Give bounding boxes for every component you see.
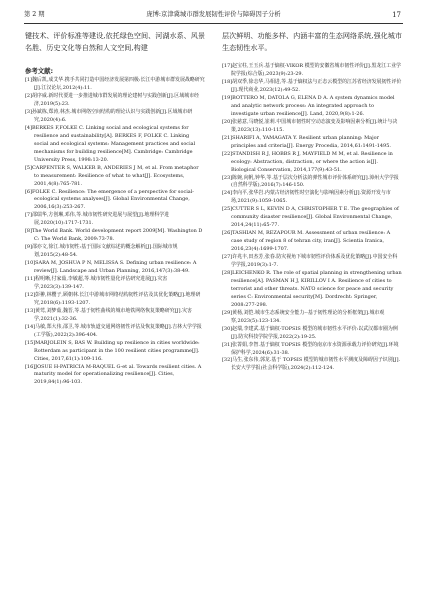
reference-entry: [20]张慈意,马晓悦,崔莉.中国城市韧性时空动态演变及影响因素分析[J].统计与决策,2023(13):110-115. — [222, 118, 398, 133]
references-heading: 参考文献: — [25, 67, 54, 76]
reference-entry: [21]SHARIFI A, YAMAGATA Y. Resilient urban planning: Major principles and criteria[J]. Energy Procedia, 2014,61:1491-1495. — [222, 134, 391, 149]
reference-entry: [8]The World Bank. World development report 2009[M]. Washington D C: The World Bank, 2009:73-78. — [25, 228, 203, 243]
reference-entry: [27]许兆丰,田杰芳,张春.防灾视角下城市韧性评价体系及优化策略[J].中国安全科学学报,2019(3):1-7. — [222, 254, 398, 269]
running-title: 庞博:京津冀城市群发展韧性评价与障碍因子分析 — [146, 11, 281, 18]
right-column — [222, 30, 402, 373]
reference-entry: [4]BERKES F,FOLKE C. Linking social and ecological systems for resilience and sustainability[A]. BERKES F, FOLKE C. Linking social and ecological systems: Management practices and social mechanisms for building resilience[M]. Cambridge: Cambridge University Press, 1998:13-20. — [25, 124, 196, 163]
reference-entry: [26]TASHIAN M, REZAPOUR M. Assessment of urban resilience: A case study of region 8 of tehran city, iran[J]. Scientia Iranica, 2016,23(4):1699-1707. — [222, 230, 391, 253]
body-paragraph: 键技术、评价标准等建设,依托绿色空间、河湖水系、风景名胜、历史文化等自然和人文空间,构建 — [25, 31, 205, 52]
reference-entry: [19]BOTTERO M, DATOLA G, ELENA D A. A system dynamics model and analytic network process: An integrated approach to investigate urban resilience[J]. Land, 2020,9(8):1-26. — [222, 95, 395, 117]
reference-entry: [7]邵瑞华,方创琳,邓伟,等.城市韧性研究进展与展望[J].地理科学进展,2020(10):1717-1731. — [25, 212, 170, 227]
reference-entry: [23]陈婉,向帆,钟华,等.基于层次分析法的弹性城市评价体系研究[J].漳州大学学报(自然科学版),2016(7):146-150. — [222, 174, 399, 189]
reference-entry: [10]SARA M, JOSHUA P N, MELISSA S. Defining urban resilience: A review[J]. Landscape and Urban Planning, 2016,147(3):38-49. — [25, 260, 197, 275]
reference-entry: [12]彭翀,林樱子,顾朝林.长江中游城市网络结构韧性评估及其优化策略[J].地理研究,2018(6):1193-1207. — [25, 291, 201, 306]
reference-entry: [5]CARPENTER S, WALKER B, ANDERIES J M, et al. From metaphor to measurement: Resilience of what to what[J]. Ecosystems, 2001,4(8):765-781. — [25, 164, 199, 187]
reference-entry: [16]JOSUE H-PATRICIA M-RAQUEL G-et al. Towards resilient cities. A maturity model for operationalizing resilience[J]. Cities, 2019,84(1):96-103. — [25, 363, 202, 386]
reference-list — [25, 77, 205, 387]
reference-entry: [18]胡双季,徐志华,马相进,等.基于熵权法与正态云模型的江苏省经济发展韧性评价[J].现代商业,2023(12):49-52. — [222, 79, 402, 94]
reference-entry: [13]黄莺,刘梦茹,魏晋,等.基于韧性曲线的城市地铁网络恢复策略研究[J].灾害学,2021(1):32-36. — [25, 307, 192, 322]
reference-entry: [14]马敏,郑大伟,邵卫,等.城市轨道交通网络韧性评估及恢复策略[J].吉林大学学报(工学版),2022(2):396-404. — [25, 323, 202, 338]
reference-entry: [15]MARJOLEIN S, BAS W. Building up resilience in cities worldwide: Rotterdam as participant in the 100 resilient cities programme[J]. Cities, 2017,61(1):109-116. — [25, 339, 200, 362]
reference-entry: [1]魏后凯,成艾华.携手共同打造中国经济发展第四极:长江中游城市群发展战略研究[J].江汉论坛,2012(4):11. — [25, 77, 205, 92]
reference-entry: [17]赵宝柱,王玉兵.基于熵权-VIKOR 模型的安徽省城市韧性评价[J].黑龙江工业学院学报(综合版),2023(9):23-29. — [222, 63, 401, 78]
reference-entry: [3]孙斌栋,郑涛,林杰.城市网络空间结构的理论认识与实践创新[J].区域城市研究,2020(4):6. — [25, 109, 193, 123]
reference-entry: [2]胡序威.新时代要进一步推进城市群发展的理论建树与实践创新[J].区域城市经济,2019(5):23. — [25, 93, 199, 108]
reference-entry: [9]邵亦文,徐江.城市韧性:基于国际文献综述的概念解析[J].国际城市规划,2015(2):48-54. — [25, 244, 178, 259]
reference-list — [222, 63, 402, 373]
reference-entry: [24]李向平,张华岩.内蒙古经济韧性时空演化与影响因素分析[J].资源开发与市场,2021(9):1059-1065. — [222, 190, 391, 205]
reference-entry: [25]CUTTER S L, KEVIN D A, CHRISTOPHER T E. The geographies of community disaster resilience[J]. Global Environmental Change, 2014,24(11):65-77. — [222, 206, 399, 229]
reference-entry: [32]马生,张东伟,郭龙.基于 TOPSIS 模型的城市韧性水平测度及障碍因子识别[J].长安大学学报(社会科学版),2024(2):112-124. — [222, 357, 401, 372]
page-number: 17 — [392, 11, 401, 19]
reference-entry: [31]张箐娟,李智.基于熵权 TOPSIS 模型的南京市水资源承载力评价研究[J].环境保护科学,2024(6):31-38. — [222, 341, 399, 356]
reference-entry: [29]黄杨,刘恺.城市生态系统安全能力--基于韧性理论的分析框架[J].城市观察,2023(5):123-134. — [222, 309, 385, 324]
issue-number: 第 2 期 — [24, 11, 45, 18]
body-paragraph: 层次鲜明、功能多样、内涵丰富的生态网络系统,强化城市生态韧性水平。 — [222, 31, 402, 52]
reference-entry: [6]FOLKE C. Resilience: The emergence of a perspective for social-ecological systems analyses[J]. Global Environmental Change, 2006,16(3):253-267. — [25, 188, 194, 211]
reference-entry: [11]程明晰,付家茹,李敏超,等.城市韧性量化评估研究进展[J].灾害学,2023(3):139-147. — [25, 276, 168, 290]
reference-entry: [28]LEICHENKO R. The role of spatial planning in strengthening urban resilience[A]. PASMAN H J, KIRILLOV I A. Resilience of cities to terrorist and other threats. NATO science for peace and security series C: Environmental security[M]. Dordrecht: Springer, 2008:277-298. — [222, 269, 402, 308]
reference-entry: [30]赵瑞,李建武.基于熵权-TOPSIS 模型的城市韧性水平评价:以武汉都市圈为例[J].防灾科技学院学报,2022(2):19-25. — [222, 325, 398, 340]
reference-entry: [22]STANDISH R J, HOBBS R J, MAYFIELD M M, et al. Resilience in ecology: Abstraction, distraction, or where the action is[J]. Biological Conservation, 2014,177(9):43-51. — [222, 150, 393, 173]
left-column — [25, 30, 205, 387]
page-header — [24, 9, 403, 24]
